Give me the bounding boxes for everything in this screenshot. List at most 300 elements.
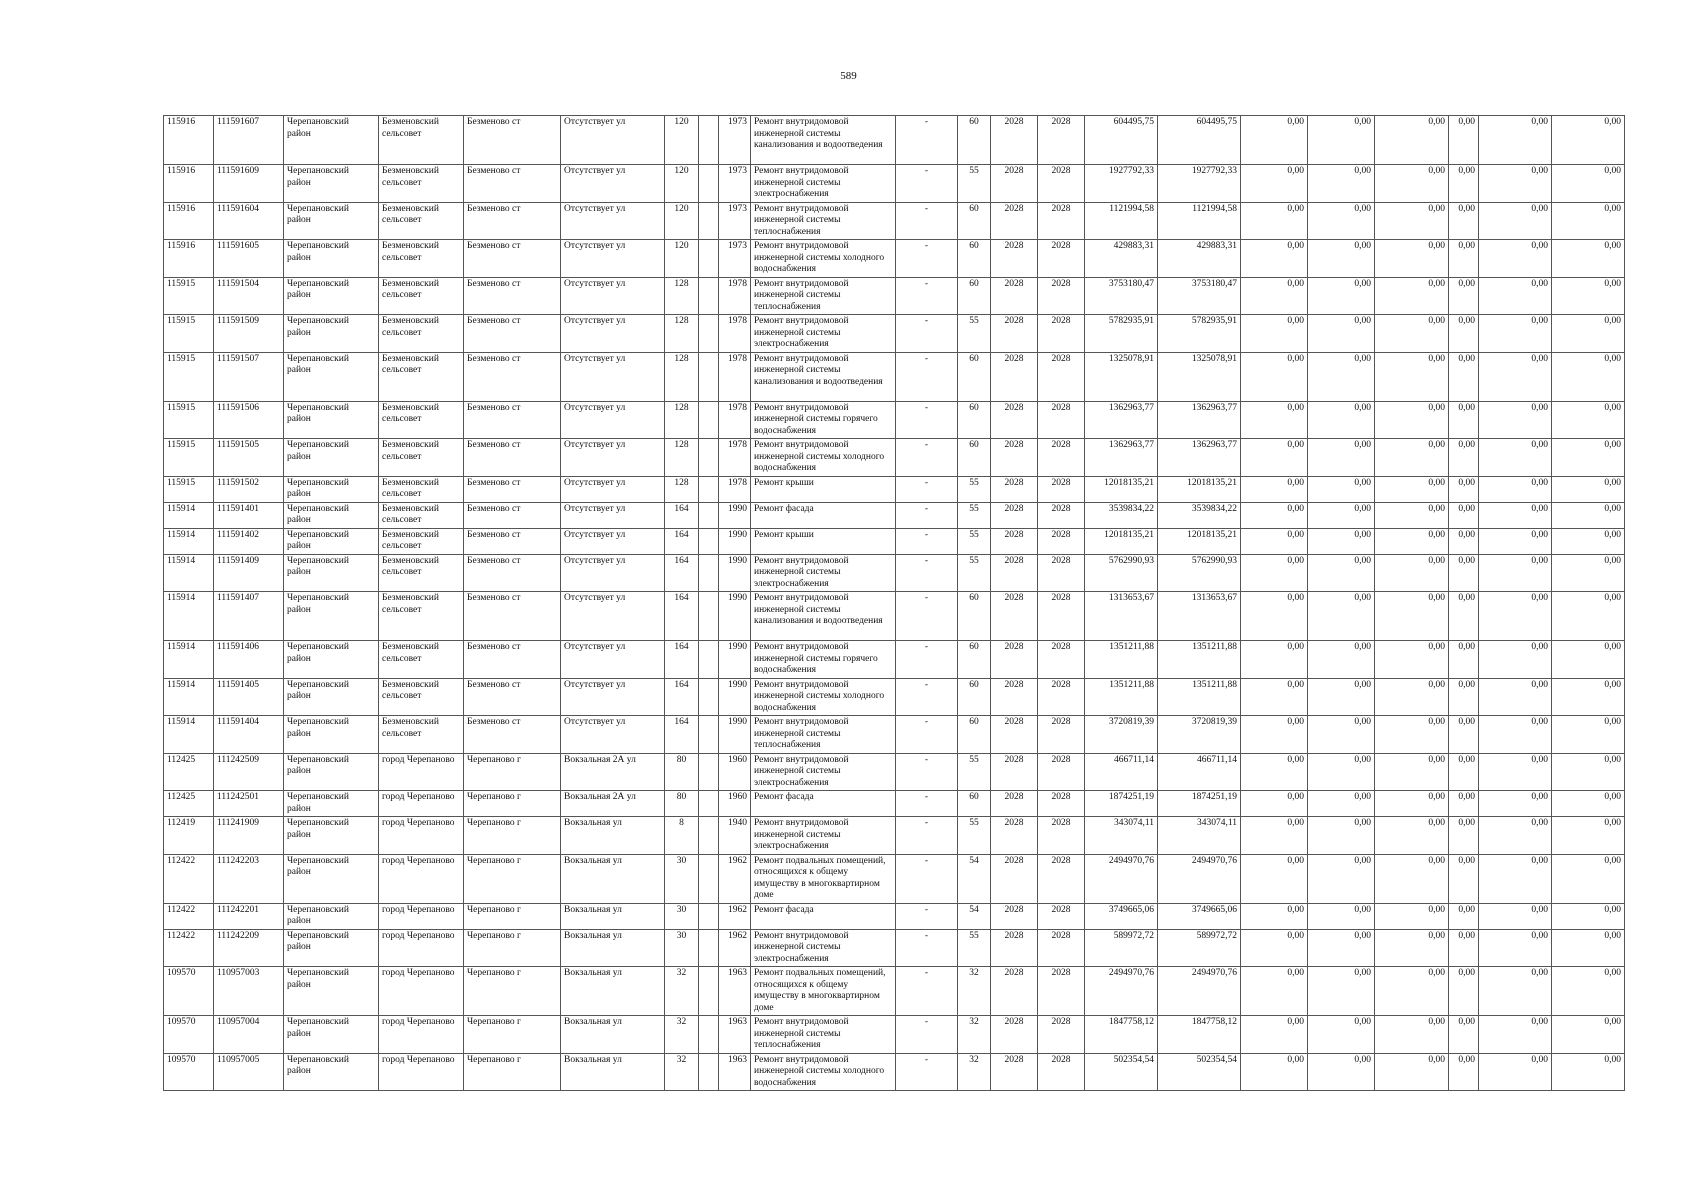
table-cell: 0,00 bbox=[1449, 401, 1479, 439]
table-cell: 0,00 bbox=[1449, 929, 1479, 967]
table-cell: 2028 bbox=[1038, 1016, 1085, 1054]
table-cell: 0,00 bbox=[1449, 1053, 1479, 1091]
table-cell: Черепановский район bbox=[284, 165, 379, 203]
table-cell: Ремонт крыши bbox=[751, 476, 896, 502]
table-cell: Ремонт внутридомовой инженерной системы теплоснабжения bbox=[751, 716, 896, 754]
table-cell: 60 bbox=[958, 678, 991, 716]
table-cell: 0,00 bbox=[1552, 854, 1625, 903]
table-cell: Черепановский район bbox=[284, 502, 379, 528]
table-cell: Безменово ст bbox=[464, 502, 561, 528]
table-cell: 164 bbox=[665, 716, 699, 754]
table-cell: 0,00 bbox=[1479, 1053, 1552, 1091]
table-cell bbox=[699, 476, 719, 502]
table-cell: 0,00 bbox=[1552, 502, 1625, 528]
table-cell: Ремонт внутридомовой инженерной системы электроснабжения bbox=[751, 753, 896, 791]
table-cell: Черепановский район bbox=[284, 439, 379, 477]
table-cell: 0,00 bbox=[1375, 716, 1449, 754]
table-cell: 0,00 bbox=[1449, 528, 1479, 554]
table-cell: 0,00 bbox=[1479, 240, 1552, 278]
table-cell: Отсутствует ул bbox=[561, 554, 665, 592]
table-cell: 115914 bbox=[164, 641, 214, 679]
table-cell: 2028 bbox=[1038, 401, 1085, 439]
table-cell: 0,00 bbox=[1552, 903, 1625, 929]
table-cell: 128 bbox=[665, 352, 699, 401]
table-cell: 111591507 bbox=[214, 352, 284, 401]
table-cell: 0,00 bbox=[1375, 753, 1449, 791]
table-cell: 0,00 bbox=[1449, 240, 1479, 278]
table-cell: 2494970,76 bbox=[1085, 854, 1158, 903]
table-cell: Ремонт внутридомовой инженерной системы холодного водоснабжения bbox=[751, 1053, 896, 1091]
table-cell: Черепановский район bbox=[284, 116, 379, 165]
table-cell: - bbox=[896, 967, 958, 1016]
table-cell: Ремонт внутридомовой инженерной системы канализования и водоотведения bbox=[751, 352, 896, 401]
table-cell: 32 bbox=[665, 1053, 699, 1091]
table-cell: 1847758,12 bbox=[1085, 1016, 1158, 1054]
table-cell bbox=[699, 929, 719, 967]
table-cell: - bbox=[896, 903, 958, 929]
table-cell: 1978 bbox=[719, 315, 751, 353]
table-cell: 2028 bbox=[991, 528, 1038, 554]
table-cell: 466711,14 bbox=[1085, 753, 1158, 791]
table-cell: Отсутствует ул bbox=[561, 592, 665, 641]
table-cell: Черепановский район bbox=[284, 716, 379, 754]
table-cell bbox=[699, 1016, 719, 1054]
table-cell: - bbox=[896, 592, 958, 641]
table-cell: 0,00 bbox=[1449, 967, 1479, 1016]
table-cell: 0,00 bbox=[1449, 791, 1479, 817]
table-cell: 0,00 bbox=[1241, 716, 1308, 754]
table-cell: 0,00 bbox=[1449, 502, 1479, 528]
table-cell: 1990 bbox=[719, 716, 751, 754]
table-cell: Ремонт внутридомовой инженерной системы электроснабжения bbox=[751, 929, 896, 967]
table-cell: 0,00 bbox=[1241, 202, 1308, 240]
table-row bbox=[164, 116, 1625, 165]
table-cell: 0,00 bbox=[1241, 315, 1308, 353]
table-cell: 466711,14 bbox=[1158, 753, 1241, 791]
table-cell: - bbox=[896, 791, 958, 817]
table-cell: Черепановский район bbox=[284, 476, 379, 502]
table-cell: 55 bbox=[958, 753, 991, 791]
table-cell: 1990 bbox=[719, 678, 751, 716]
table-cell: Вокзальная ул bbox=[561, 854, 665, 903]
table-cell: 0,00 bbox=[1375, 641, 1449, 679]
table-row bbox=[164, 903, 1625, 929]
table-cell: 2028 bbox=[991, 165, 1038, 203]
table-cell: 60 bbox=[958, 202, 991, 240]
table-cell bbox=[699, 641, 719, 679]
table-cell: 0,00 bbox=[1552, 277, 1625, 315]
table-cell: 0,00 bbox=[1552, 554, 1625, 592]
table-cell: Безменовский сельсовет bbox=[379, 165, 464, 203]
table-cell: 0,00 bbox=[1241, 929, 1308, 967]
table-cell: Черепановский район bbox=[284, 753, 379, 791]
table-cell: 0,00 bbox=[1479, 352, 1552, 401]
table-cell: 0,00 bbox=[1479, 817, 1552, 855]
table-cell: 0,00 bbox=[1308, 678, 1375, 716]
table-cell: 0,00 bbox=[1241, 817, 1308, 855]
table-cell: 60 bbox=[958, 641, 991, 679]
table-cell: Черепановский район bbox=[284, 401, 379, 439]
table-cell: Отсутствует ул bbox=[561, 528, 665, 554]
table-cell: 0,00 bbox=[1308, 817, 1375, 855]
table-cell: 60 bbox=[958, 401, 991, 439]
table-cell: 2028 bbox=[991, 592, 1038, 641]
table-cell bbox=[699, 791, 719, 817]
table-cell: 0,00 bbox=[1241, 791, 1308, 817]
table-cell: 115916 bbox=[164, 165, 214, 203]
table-cell: Отсутствует ул bbox=[561, 641, 665, 679]
table-cell: 0,00 bbox=[1449, 854, 1479, 903]
table-cell: - bbox=[896, 929, 958, 967]
table-cell: Черепаново г bbox=[464, 791, 561, 817]
table-cell: Вокзальная ул bbox=[561, 967, 665, 1016]
table-cell: 0,00 bbox=[1479, 791, 1552, 817]
table-row bbox=[164, 277, 1625, 315]
table-cell: Черепаново г bbox=[464, 967, 561, 1016]
table-cell bbox=[699, 678, 719, 716]
table-cell: 30 bbox=[665, 929, 699, 967]
table-cell: 3749665,06 bbox=[1158, 903, 1241, 929]
table-cell: Безменовский сельсовет bbox=[379, 401, 464, 439]
table-cell: 0,00 bbox=[1375, 439, 1449, 477]
table-cell: Отсутствует ул bbox=[561, 439, 665, 477]
table-cell: 2028 bbox=[1038, 240, 1085, 278]
table-cell: 2028 bbox=[991, 817, 1038, 855]
table-cell: Черепаново г bbox=[464, 903, 561, 929]
table-cell: 0,00 bbox=[1241, 554, 1308, 592]
table-cell: 1874251,19 bbox=[1085, 791, 1158, 817]
table-cell: 128 bbox=[665, 439, 699, 477]
table-cell: Черепановский район bbox=[284, 352, 379, 401]
table-cell: 1351211,88 bbox=[1085, 678, 1158, 716]
table-cell: 164 bbox=[665, 641, 699, 679]
table-cell: - bbox=[896, 1016, 958, 1054]
table-cell: 0,00 bbox=[1449, 277, 1479, 315]
table-cell: Черепановский район bbox=[284, 903, 379, 929]
table-cell: 0,00 bbox=[1375, 116, 1449, 165]
table-cell: 1927792,33 bbox=[1085, 165, 1158, 203]
table-cell: - bbox=[896, 315, 958, 353]
table-row bbox=[164, 439, 1625, 477]
table-cell: 111242209 bbox=[214, 929, 284, 967]
table-cell: 2028 bbox=[991, 116, 1038, 165]
table-cell: 1960 bbox=[719, 791, 751, 817]
table-cell: 0,00 bbox=[1308, 592, 1375, 641]
table-cell: 111591405 bbox=[214, 678, 284, 716]
table-cell: - bbox=[896, 116, 958, 165]
table-cell: 0,00 bbox=[1479, 315, 1552, 353]
table-cell: Безменово ст bbox=[464, 116, 561, 165]
table-cell: 54 bbox=[958, 854, 991, 903]
table-cell: 0,00 bbox=[1375, 854, 1449, 903]
table-cell: Ремонт внутридомовой инженерной системы канализования и водоотведения bbox=[751, 592, 896, 641]
table-cell: - bbox=[896, 1053, 958, 1091]
table-cell: 0,00 bbox=[1241, 854, 1308, 903]
table-cell: 8 bbox=[665, 817, 699, 855]
table-cell: 0,00 bbox=[1449, 315, 1479, 353]
table-row bbox=[164, 753, 1625, 791]
table-cell: 112419 bbox=[164, 817, 214, 855]
table-cell: Вокзальная ул bbox=[561, 817, 665, 855]
table-cell: 111591605 bbox=[214, 240, 284, 278]
table-cell: 2028 bbox=[991, 277, 1038, 315]
table-cell: 0,00 bbox=[1308, 202, 1375, 240]
table-cell: Отсутствует ул bbox=[561, 277, 665, 315]
table-cell: 0,00 bbox=[1552, 678, 1625, 716]
table-cell: 2028 bbox=[1038, 1053, 1085, 1091]
table-cell: 0,00 bbox=[1375, 476, 1449, 502]
table-cell: 2028 bbox=[1038, 528, 1085, 554]
table-cell: 0,00 bbox=[1552, 967, 1625, 1016]
table-cell: 2028 bbox=[1038, 678, 1085, 716]
table-cell: 1313653,67 bbox=[1085, 592, 1158, 641]
table-cell: город Черепаново bbox=[379, 1016, 464, 1054]
table-cell: 0,00 bbox=[1479, 753, 1552, 791]
table-cell: Ремонт внутридомовой инженерной системы теплоснабжения bbox=[751, 1016, 896, 1054]
table-cell: 0,00 bbox=[1375, 315, 1449, 353]
table-cell: Безменовский сельсовет bbox=[379, 116, 464, 165]
table-cell: 2494970,76 bbox=[1158, 854, 1241, 903]
table-row bbox=[164, 202, 1625, 240]
table-cell: 0,00 bbox=[1479, 903, 1552, 929]
table-cell: - bbox=[896, 502, 958, 528]
table-cell: 0,00 bbox=[1308, 476, 1375, 502]
table-cell: 0,00 bbox=[1308, 277, 1375, 315]
table-cell: 120 bbox=[665, 202, 699, 240]
table-cell: Ремонт внутридомовой инженерной системы теплоснабжения bbox=[751, 277, 896, 315]
table-cell bbox=[699, 352, 719, 401]
table-cell: 2028 bbox=[991, 439, 1038, 477]
table-cell: 1121994,58 bbox=[1158, 202, 1241, 240]
table-row bbox=[164, 854, 1625, 903]
table-cell: Безменово ст bbox=[464, 716, 561, 754]
table-cell: Черепановский район bbox=[284, 791, 379, 817]
table-cell: Безменовский сельсовет bbox=[379, 240, 464, 278]
table-row bbox=[164, 929, 1625, 967]
table-cell: 1362963,77 bbox=[1085, 439, 1158, 477]
table-cell: 2028 bbox=[991, 929, 1038, 967]
table-cell: 0,00 bbox=[1375, 502, 1449, 528]
table-cell: 2028 bbox=[991, 401, 1038, 439]
table-cell: - bbox=[896, 352, 958, 401]
table-cell: 115914 bbox=[164, 502, 214, 528]
table-cell: 429883,31 bbox=[1158, 240, 1241, 278]
table-cell: 111591409 bbox=[214, 554, 284, 592]
table-cell: 0,00 bbox=[1375, 592, 1449, 641]
table-cell: Черепановский район bbox=[284, 315, 379, 353]
table-cell: 2028 bbox=[991, 1016, 1038, 1054]
table-cell: 111591407 bbox=[214, 592, 284, 641]
table-cell: 0,00 bbox=[1449, 202, 1479, 240]
table-cell: 111591609 bbox=[214, 165, 284, 203]
table-cell: 3539834,22 bbox=[1158, 502, 1241, 528]
table-cell bbox=[699, 502, 719, 528]
table-cell: город Черепаново bbox=[379, 1053, 464, 1091]
table-cell bbox=[699, 116, 719, 165]
table-cell: 111591402 bbox=[214, 528, 284, 554]
table-cell: 2028 bbox=[1038, 116, 1085, 165]
table-cell: 0,00 bbox=[1241, 903, 1308, 929]
table-cell: 0,00 bbox=[1375, 929, 1449, 967]
table-cell: 0,00 bbox=[1552, 528, 1625, 554]
table-cell: 2028 bbox=[991, 967, 1038, 1016]
table-cell: 5762990,93 bbox=[1085, 554, 1158, 592]
table-cell: 2028 bbox=[1038, 716, 1085, 754]
table-cell: 164 bbox=[665, 592, 699, 641]
table-cell: Безменово ст bbox=[464, 554, 561, 592]
table-cell: 55 bbox=[958, 929, 991, 967]
table-cell: 2028 bbox=[991, 554, 1038, 592]
table-cell: 0,00 bbox=[1552, 116, 1625, 165]
table-cell: 0,00 bbox=[1552, 641, 1625, 679]
table-cell: 112425 bbox=[164, 791, 214, 817]
table-cell: 1990 bbox=[719, 502, 751, 528]
table-cell: 55 bbox=[958, 817, 991, 855]
table-cell: 2028 bbox=[991, 678, 1038, 716]
table-cell: Безменово ст bbox=[464, 439, 561, 477]
table-cell: 604495,75 bbox=[1158, 116, 1241, 165]
table-cell: 0,00 bbox=[1241, 967, 1308, 1016]
table-cell: Черепановский район bbox=[284, 967, 379, 1016]
table-cell: Вокзальная 2А ул bbox=[561, 753, 665, 791]
table-cell: Безменово ст bbox=[464, 678, 561, 716]
table-cell: 604495,75 bbox=[1085, 116, 1158, 165]
table-cell: 0,00 bbox=[1308, 352, 1375, 401]
table-cell: 0,00 bbox=[1479, 641, 1552, 679]
table-cell: 0,00 bbox=[1308, 854, 1375, 903]
table-cell: 0,00 bbox=[1449, 165, 1479, 203]
table-cell: Ремонт внутридомовой инженерной системы горячего водоснабжения bbox=[751, 401, 896, 439]
table-cell: 1362963,77 bbox=[1158, 401, 1241, 439]
table-cell: Безменовский сельсовет bbox=[379, 352, 464, 401]
table-cell bbox=[699, 528, 719, 554]
table-cell: - bbox=[896, 476, 958, 502]
table-cell: город Черепаново bbox=[379, 903, 464, 929]
table-cell: 55 bbox=[958, 315, 991, 353]
table-cell: 0,00 bbox=[1375, 791, 1449, 817]
table-cell: город Черепаново bbox=[379, 929, 464, 967]
table-cell: 0,00 bbox=[1308, 903, 1375, 929]
table-cell: 0,00 bbox=[1241, 240, 1308, 278]
table-cell: 0,00 bbox=[1479, 554, 1552, 592]
table-cell: Безменовский сельсовет bbox=[379, 678, 464, 716]
table-cell: 1121994,58 bbox=[1085, 202, 1158, 240]
table-cell: 0,00 bbox=[1241, 1053, 1308, 1091]
table-cell: Черепановский район bbox=[284, 277, 379, 315]
table-cell: 0,00 bbox=[1449, 903, 1479, 929]
table-cell: 2028 bbox=[1038, 929, 1085, 967]
table-cell: 2028 bbox=[1038, 817, 1085, 855]
table-cell: Черепановский район bbox=[284, 1053, 379, 1091]
table-cell: 110957005 bbox=[214, 1053, 284, 1091]
table-cell: 164 bbox=[665, 554, 699, 592]
table-cell: 111591509 bbox=[214, 315, 284, 353]
table-cell: 128 bbox=[665, 476, 699, 502]
table-cell: 12018135,21 bbox=[1158, 528, 1241, 554]
table-cell: 1973 bbox=[719, 116, 751, 165]
table-cell: 0,00 bbox=[1375, 903, 1449, 929]
table-cell: - bbox=[896, 165, 958, 203]
table-row bbox=[164, 967, 1625, 1016]
table-cell: 0,00 bbox=[1449, 817, 1479, 855]
table-cell: 2028 bbox=[1038, 753, 1085, 791]
table-cell: 0,00 bbox=[1479, 528, 1552, 554]
table-cell: 1978 bbox=[719, 401, 751, 439]
table-cell: 0,00 bbox=[1241, 116, 1308, 165]
table-cell: 0,00 bbox=[1552, 716, 1625, 754]
table-cell: 0,00 bbox=[1552, 240, 1625, 278]
table-cell: 343074,11 bbox=[1085, 817, 1158, 855]
table-cell: - bbox=[896, 817, 958, 855]
table-cell: Отсутствует ул bbox=[561, 401, 665, 439]
table-cell: 2028 bbox=[991, 202, 1038, 240]
table-cell: Безменово ст bbox=[464, 641, 561, 679]
table-cell: Ремонт подвальных помещений, относящихся к общему имуществу в многоквартирном доме bbox=[751, 854, 896, 903]
table-cell: 0,00 bbox=[1241, 502, 1308, 528]
table-row bbox=[164, 352, 1625, 401]
table-cell: город Черепаново bbox=[379, 817, 464, 855]
works-table bbox=[163, 115, 1625, 1091]
table-cell: 0,00 bbox=[1449, 352, 1479, 401]
table-cell: 60 bbox=[958, 791, 991, 817]
table-cell: 111591604 bbox=[214, 202, 284, 240]
table-cell: 60 bbox=[958, 240, 991, 278]
table-cell: - bbox=[896, 439, 958, 477]
table-cell: 1962 bbox=[719, 929, 751, 967]
table-cell: 120 bbox=[665, 116, 699, 165]
table-cell: 0,00 bbox=[1552, 1016, 1625, 1054]
table-cell: 1990 bbox=[719, 528, 751, 554]
table-cell: 0,00 bbox=[1479, 116, 1552, 165]
table-cell: 0,00 bbox=[1308, 967, 1375, 1016]
page-number: 589 bbox=[840, 70, 857, 82]
table-cell: 1978 bbox=[719, 439, 751, 477]
table-row bbox=[164, 716, 1625, 754]
table-cell: 0,00 bbox=[1375, 554, 1449, 592]
table-cell: 1874251,19 bbox=[1158, 791, 1241, 817]
table-cell: 110957003 bbox=[214, 967, 284, 1016]
table-cell: Черепановский район bbox=[284, 678, 379, 716]
table-cell: 502354,54 bbox=[1158, 1053, 1241, 1091]
table-cell: 1362963,77 bbox=[1158, 439, 1241, 477]
table-cell: 0,00 bbox=[1552, 753, 1625, 791]
table-cell: 115914 bbox=[164, 554, 214, 592]
table-cell: 0,00 bbox=[1479, 1016, 1552, 1054]
table-cell: 0,00 bbox=[1552, 315, 1625, 353]
table-cell: 0,00 bbox=[1375, 240, 1449, 278]
table-cell: Черепаново г bbox=[464, 1016, 561, 1054]
table-cell: 55 bbox=[958, 165, 991, 203]
table-cell: - bbox=[896, 854, 958, 903]
table-cell: 0,00 bbox=[1479, 476, 1552, 502]
table-cell: 112422 bbox=[164, 854, 214, 903]
table-cell: Отсутствует ул bbox=[561, 202, 665, 240]
table-cell bbox=[699, 967, 719, 1016]
table-cell: 164 bbox=[665, 528, 699, 554]
table-cell: Безменово ст bbox=[464, 476, 561, 502]
table-cell: Черепановский район bbox=[284, 240, 379, 278]
table-cell: 0,00 bbox=[1375, 401, 1449, 439]
table-cell: Отсутствует ул bbox=[561, 352, 665, 401]
table-cell: Безменовский сельсовет bbox=[379, 502, 464, 528]
table-cell: Безменовский сельсовет bbox=[379, 476, 464, 502]
table-cell: 2028 bbox=[991, 1053, 1038, 1091]
table-cell: Отсутствует ул bbox=[561, 165, 665, 203]
table-row bbox=[164, 641, 1625, 679]
table-cell: 115915 bbox=[164, 476, 214, 502]
table-cell: 1962 bbox=[719, 903, 751, 929]
table-cell bbox=[699, 592, 719, 641]
